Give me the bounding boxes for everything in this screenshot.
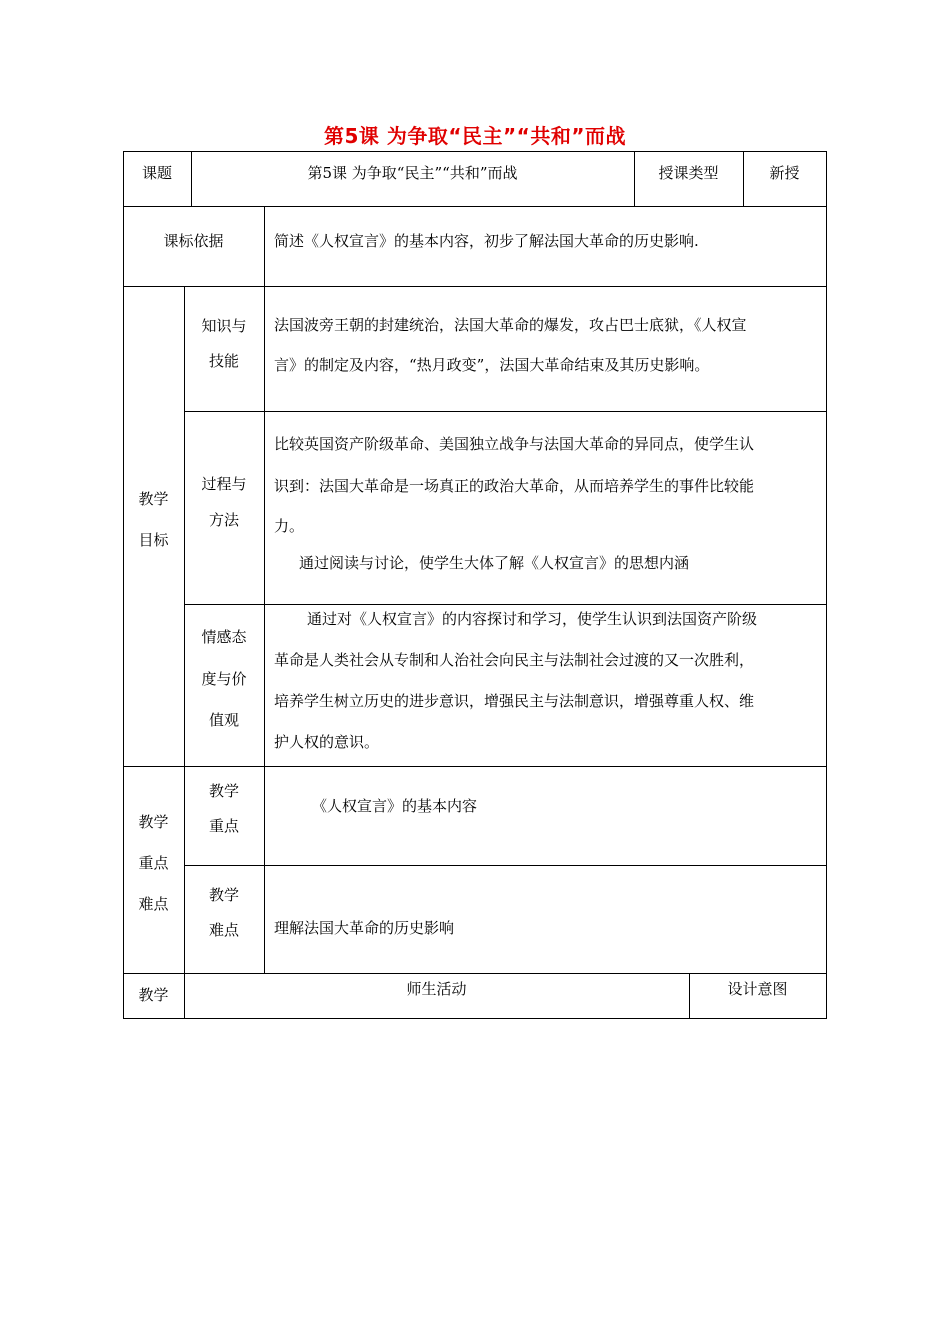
objectives-label-line1: 教学 (138, 490, 169, 508)
row-divider (184, 865, 827, 866)
row-divider (184, 411, 827, 412)
basis-label: 课标依据 (163, 232, 224, 250)
row-divider (123, 206, 827, 207)
emotion-text-line4: 护人权的意识。 (274, 733, 380, 751)
table-border-top (123, 151, 827, 152)
knowledge-text-line1: 法国波旁王朝的封建统治，法国大革命的爆发，攻占巴士底狱，《人权宣 (274, 316, 747, 334)
emotion-text-line1: 通过对《人权宣言》的内容探讨和学习，使学生认识到法国资产阶级 (307, 610, 758, 628)
lesson-type-label: 授课类型 (658, 164, 719, 182)
focus-label-line1: 教学 (208, 782, 239, 800)
focus-value: 《人权宣言》的基本内容 (312, 797, 478, 815)
process-header-label: 教学 (138, 986, 169, 1004)
emotion-text-line3: 培养学生树立历史的进步意识，增强民主与法制意识，增强尊重人权、维 (274, 692, 755, 710)
emotion-text-line2: 革命是人类社会从专制和人治社会向民主与法制社会过渡的又一次胜利， (274, 651, 755, 669)
row-divider (123, 766, 827, 767)
table-border-right (826, 151, 827, 1019)
process-text-line1: 比较英国资产阶级革命、美国独立战争与法国大革命的异同点，使学生认 (274, 435, 755, 453)
emotion-label-line3: 值观 (208, 711, 239, 729)
knowledge-text-line2: 言》的制定及内容，“热月政变”，法国大革命结束及其历史影响。 (274, 356, 710, 374)
process-text-line3: 力。 (274, 517, 305, 535)
row-divider (184, 604, 827, 605)
basis-value: 简述《人权宣言》的基本内容，初步了解法国大革命的历史影响. (274, 232, 699, 250)
process-text-line2: 识到：法国大革命是一场真正的政治大革命，从而培养学生的事件比较能 (274, 477, 755, 495)
col-divider (264, 206, 265, 287)
document-title: 第5课 为争取“民主”“共和”而战 (324, 124, 626, 148)
row-divider (123, 286, 827, 287)
topic-label: 课题 (141, 164, 172, 182)
emotion-label-line2: 度与价 (201, 670, 247, 688)
emotion-label-line1: 情感态 (201, 628, 247, 646)
design-intent-header: 设计意图 (727, 980, 788, 998)
activities-header: 师生活动 (406, 980, 467, 998)
lesson-type-value: 新授 (769, 164, 800, 182)
keypoints-label-line2: 重点 (138, 854, 169, 872)
topic-value: 第5课 为争取“民主”“共和”而战 (307, 164, 518, 182)
focus-label-line2: 重点 (208, 817, 239, 835)
table-border-left (123, 151, 124, 1019)
difficulty-label-line1: 教学 (208, 886, 239, 904)
keypoints-label-line3: 难点 (138, 895, 169, 913)
process-label-line2: 方法 (208, 511, 239, 529)
difficulty-value: 理解法国大革命的历史影响 (274, 919, 455, 937)
difficulty-label-line2: 难点 (208, 921, 239, 939)
keypoints-label-line1: 教学 (138, 813, 169, 831)
knowledge-label-line1: 知识与 (201, 317, 247, 335)
col-divider (264, 286, 265, 767)
process-label-line1: 过程与 (201, 475, 247, 493)
process-text-line4: 通过阅读与讨论，使学生大体了解《人权宣言》的思想内涵 (299, 554, 690, 572)
col-divider (264, 766, 265, 974)
row-divider (123, 973, 827, 974)
knowledge-label-line2: 技能 (208, 352, 239, 370)
table-border-bottom (123, 1018, 827, 1019)
objectives-label-line2: 目标 (138, 531, 169, 549)
